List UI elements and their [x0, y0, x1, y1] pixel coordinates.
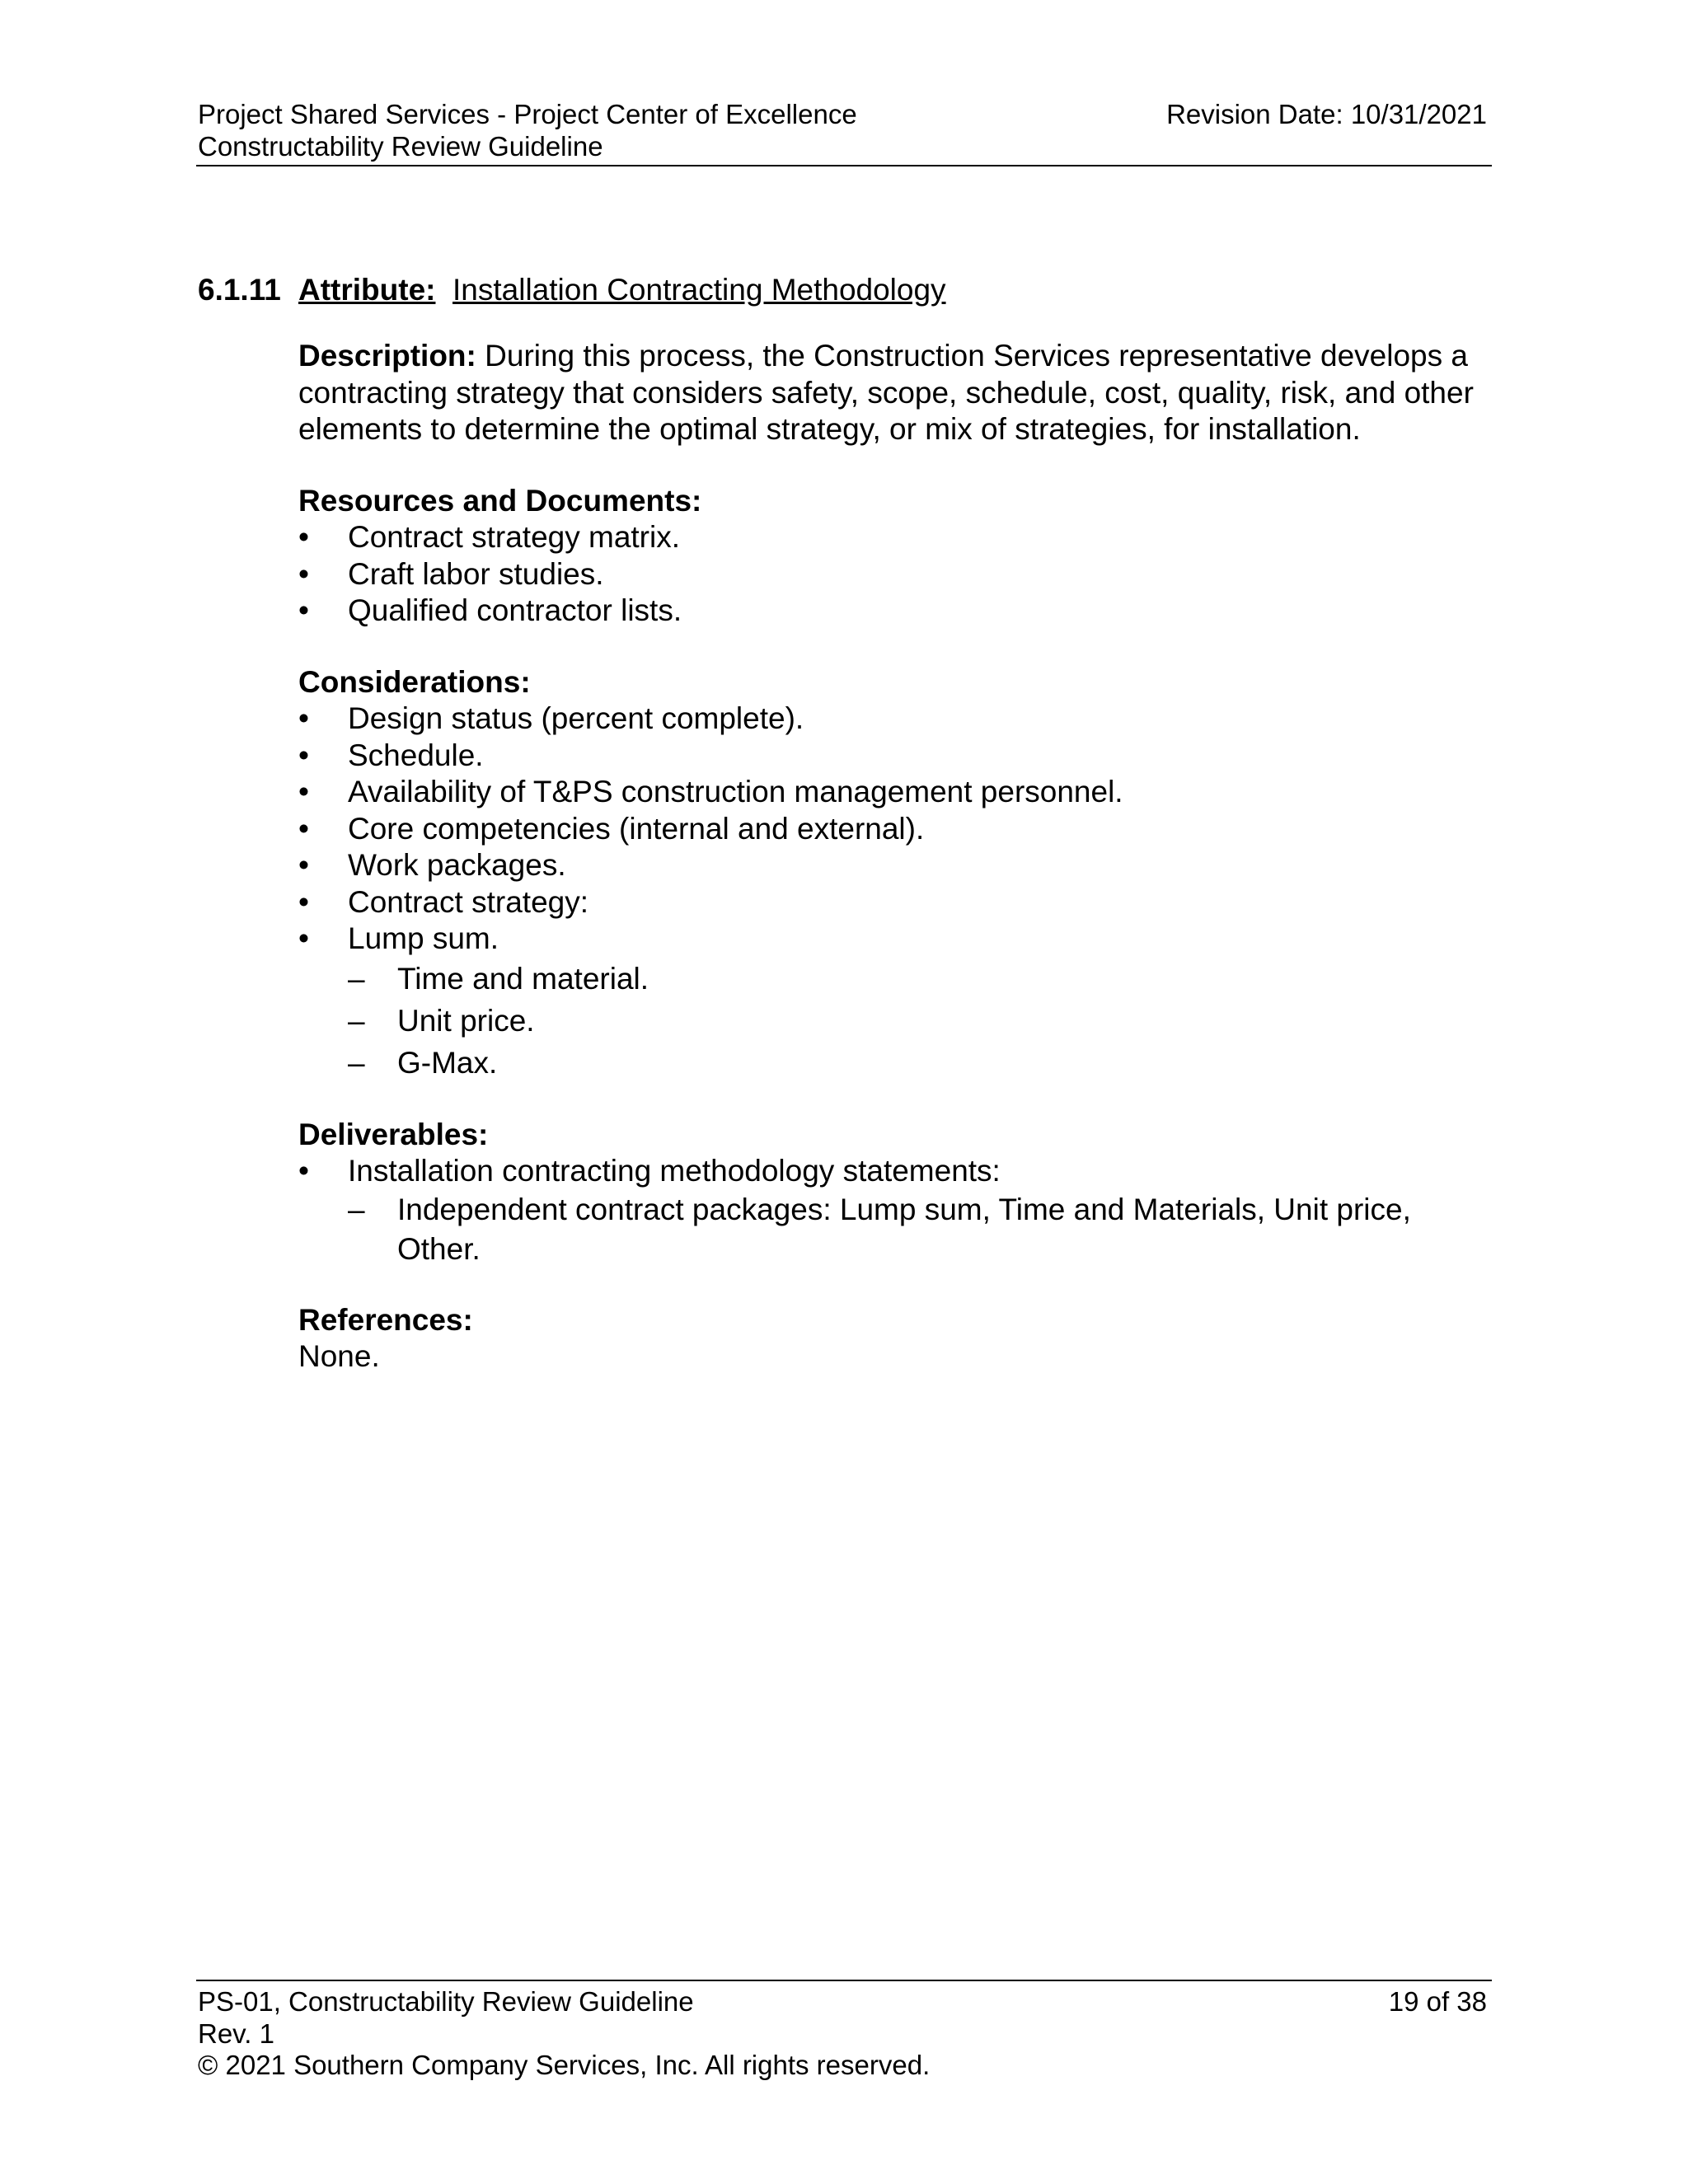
bullet-icon: • [298, 884, 309, 919]
bullet-icon: • [298, 556, 309, 591]
list-item: – Independent contract packages: Lump sum, Time and Materials, Unit price, Other. [298, 1190, 1485, 1269]
dash-icon: – [348, 1045, 365, 1080]
list-item: • Work packages. [298, 847, 1485, 884]
bullet-icon: • [298, 811, 309, 846]
list-item: • Installation contracting methodology statements: [298, 1153, 1485, 1190]
list-item: – G-Max. [298, 1042, 1485, 1084]
bullet-icon: • [298, 593, 309, 627]
bullet-icon: • [298, 1154, 309, 1188]
dash-icon: – [348, 1003, 365, 1038]
footer-copyright: © 2021 Southern Company Services, Inc. All rights reserved. [198, 2050, 931, 2080]
list-item: – Unit price. [298, 1000, 1485, 1042]
resources-title: Resources and Documents: [298, 483, 702, 518]
section-heading [198, 272, 946, 308]
list-item: • Qualified contractor lists. [298, 593, 1485, 630]
bullet-icon: • [298, 520, 309, 554]
list-item: • Lump sum. [298, 921, 1485, 958]
resources-list [298, 519, 1485, 630]
footer-doc-id: PS-01, Constructability Review Guideline [198, 1986, 694, 2017]
attribute-label: Attribute: [298, 273, 436, 307]
dash-icon: – [348, 961, 365, 996]
considerations-list [298, 701, 1485, 958]
description-paragraph [298, 338, 1485, 448]
header-org-title: Project Shared Services - Project Center of Excellence [198, 99, 857, 129]
attribute-title: Installation Contracting Methodology [452, 273, 946, 307]
deliverables-title: Deliverables: [298, 1117, 489, 1151]
considerations-title: Considerations: [298, 664, 531, 699]
list-item: – Time and material. [298, 958, 1485, 1000]
references-title: References: [298, 1302, 473, 1337]
list-item: • Craft labor studies. [298, 556, 1485, 593]
header-doc-title: Constructability Review Guideline [198, 131, 603, 162]
considerations-sublist [298, 958, 1485, 1084]
page-number: 19 of 38 [1388, 1986, 1487, 2017]
section-number: 6.1.11 [198, 273, 281, 307]
description-label: Description: [298, 339, 476, 373]
page-header [196, 99, 1492, 166]
list-item: • Design status (percent complete). [298, 701, 1485, 738]
list-item: • Contract strategy: [298, 884, 1485, 921]
dash-icon: – [348, 1192, 365, 1226]
bullet-icon: • [298, 848, 309, 882]
list-item: • Schedule. [298, 738, 1485, 775]
header-revision-date: Revision Date: 10/31/2021 [1166, 99, 1487, 129]
bullet-icon: • [298, 738, 309, 772]
references-text: None. [298, 1339, 380, 1373]
page-footer [196, 1980, 1492, 2082]
list-item: • Availability of T&PS construction management personnel. [298, 774, 1485, 811]
list-item: • Core competencies (internal and external). [298, 811, 1485, 848]
footer-revision: Rev. 1 [198, 2018, 274, 2049]
deliverables-sublist [298, 1190, 1485, 1269]
deliverables-list [298, 1153, 1485, 1190]
bullet-icon: • [298, 921, 309, 955]
bullet-icon: • [298, 701, 309, 735]
list-item: • Contract strategy matrix. [298, 519, 1485, 556]
section-content [298, 338, 1485, 1376]
bullet-icon: • [298, 775, 309, 808]
description-text: During this process, the Construction Services representative develops a contracting strategy that considers safety, scope, schedule, cost, quality, risk, and other elements to determine the optimal strategy, or mix of strategies, for installation. [298, 339, 1474, 446]
